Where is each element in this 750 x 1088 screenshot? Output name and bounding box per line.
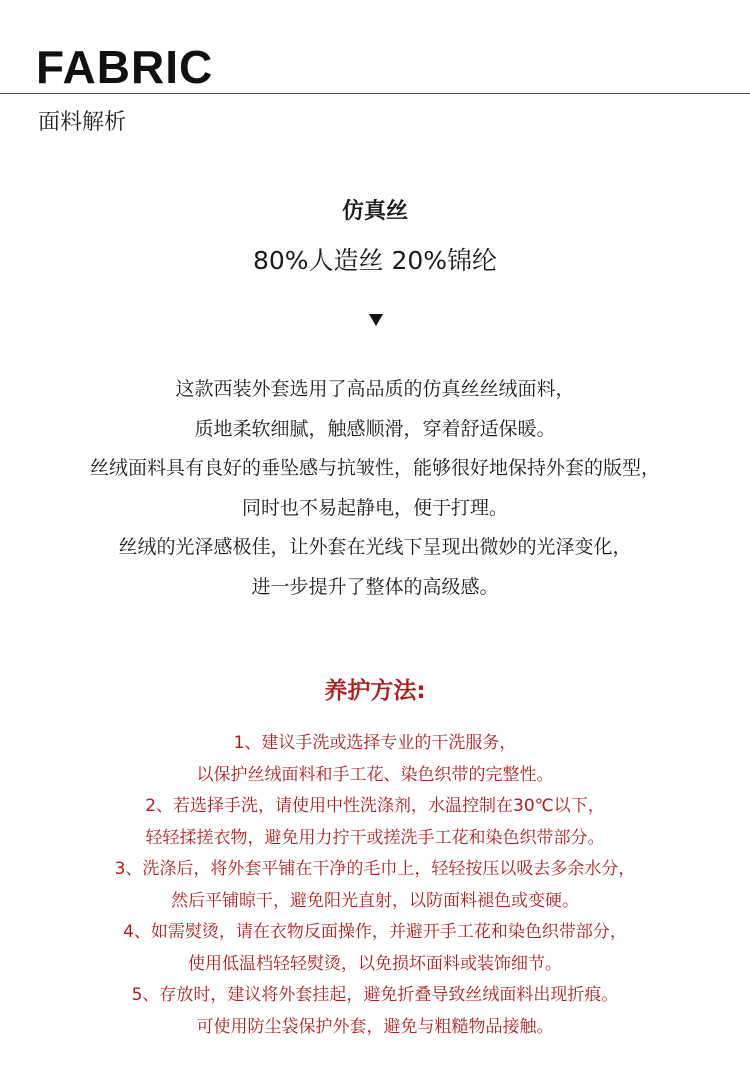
care-line: 2、若选择手洗，请使用中性洗涤剂，水温控制在30℃以下，: [145, 796, 605, 816]
description-line: 丝绒的光泽感极佳，让外套在光线下呈现出微妙的光泽变化，: [118, 536, 632, 558]
care-line: 使用低温档轻轻熨烫，以免损坏面料或装饰细节。: [188, 953, 562, 974]
care-title: 养护方法:: [324, 678, 426, 704]
care-line: 以保护丝绒面料和手工花、染色织带的完整性。: [196, 764, 554, 785]
page-title: FABRIC: [36, 41, 214, 93]
page-subtitle: 面料解析: [38, 110, 127, 135]
fabric-composition: 80%人造丝 20%锦纶: [252, 246, 498, 275]
care-line: 3、洗涤后，将外套平铺在干净的毛巾上，轻轻按压以吸去多余水分，: [114, 859, 636, 879]
description-line: 丝绒面料具有良好的垂坠感与抗皱性，能够很好地保持外套的版型，: [89, 457, 660, 479]
care-line: 4、如需熨烫，请在衣物反面操作，并避开手工花和染色织带部分，: [123, 922, 627, 942]
description-line: 质地柔软细腻，触感顺滑，穿着舒适保暖。: [194, 417, 556, 440]
description-line: 进一步提升了整体的高级感。: [251, 575, 499, 598]
care-line: 然后平铺晾干，避免阳光直射，以防面料褪色或变硬。: [171, 890, 579, 911]
care-instructions: [0, 728, 750, 1043]
care-line: 轻轻揉搓衣物，避免用力拧干或搓洗手工花和染色织带部分。: [145, 827, 605, 848]
description-line: 这款西装外套选用了高品质的仿真丝丝绒面料，: [175, 378, 575, 400]
description-line: 同时也不易起静电，便于打理。: [241, 496, 508, 519]
care-line: 5、存放时，建议将外套挂起，避免折叠导致丝绒面料出现折痕。: [131, 985, 619, 1005]
fabric-description: [0, 370, 750, 607]
header-divider: [0, 93, 750, 94]
down-triangle-icon: [365, 311, 387, 329]
care-line: 1、建议手洗或选择专业的干洗服务，: [233, 733, 517, 753]
care-line: 可使用防尘袋保护外套，避免与粗糙物品接触。: [196, 1016, 554, 1037]
fabric-name: 仿真丝: [341, 199, 408, 224]
